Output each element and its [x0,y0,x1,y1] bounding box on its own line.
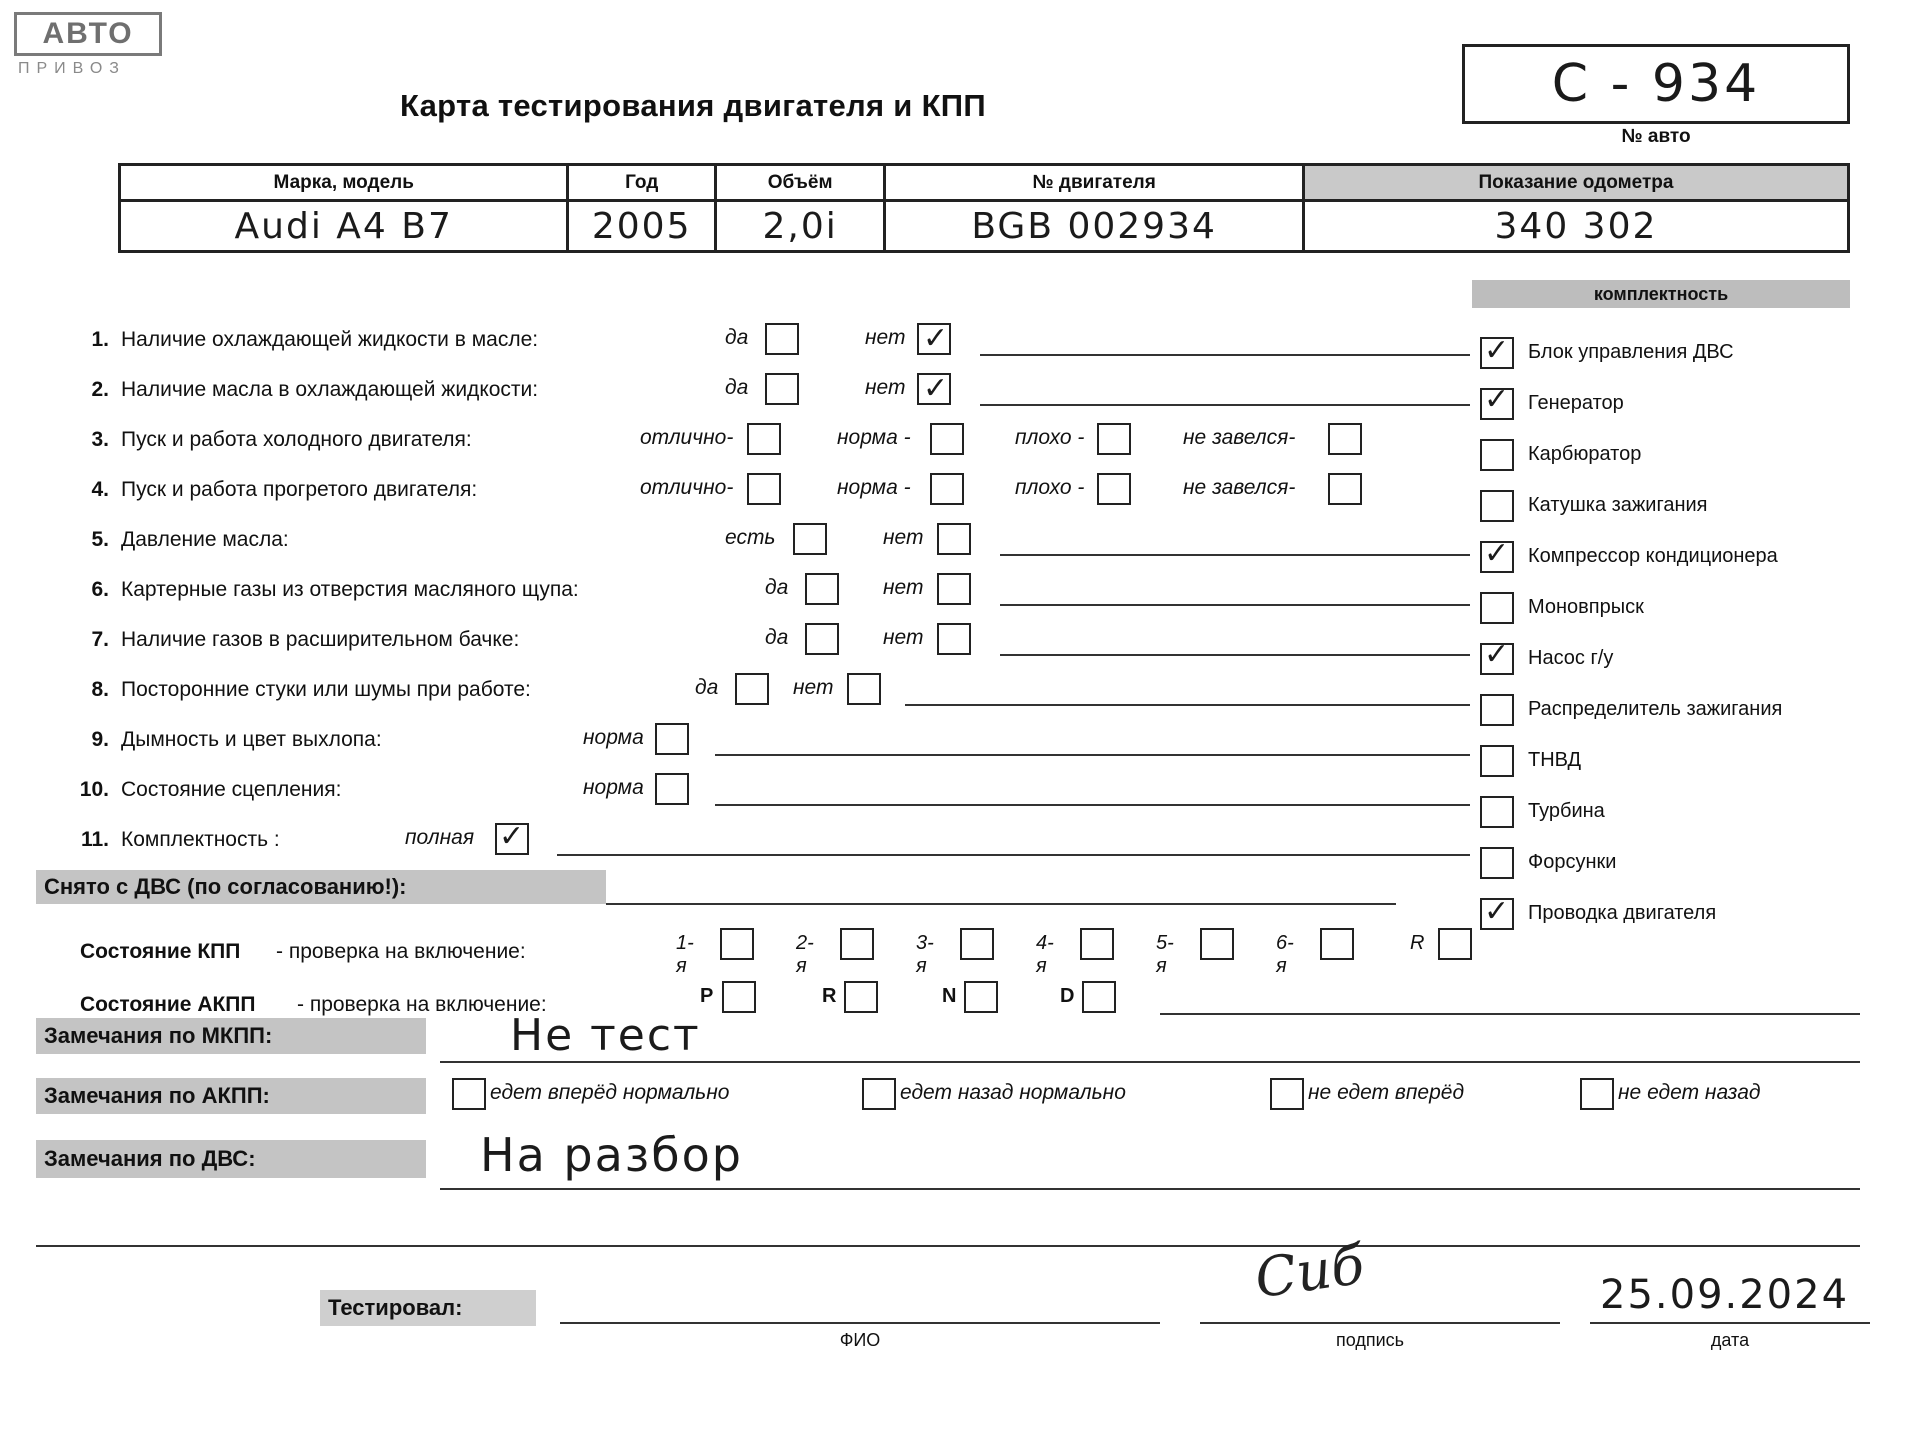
notes-akpp-label: Замечания по АКПП: [36,1078,426,1114]
row-label: Наличие газов в расширительном бачке: [121,628,520,651]
option-label-yes: да [725,376,749,399]
komplektnost-item-distributor[interactable] [1480,689,1860,739]
row-note-line [980,354,1470,356]
header-volume-value: 2,0i [762,205,838,247]
checklist-row-7 [75,618,1470,668]
position-label: D [1060,985,1075,1007]
car-number-value: C - 934 [1551,54,1761,114]
header-col-odometer [1305,166,1847,250]
row-number: 1. [91,328,109,351]
option-label-yes: да [765,626,789,649]
check-mark-icon: ✓ [499,819,525,854]
header-model-value: Audi A4 B7 [234,205,453,247]
checkbox-no[interactable] [937,623,971,655]
mkpp-label: Состояние КПП [80,940,241,963]
row-number: 11. [80,828,109,851]
option-label-yes: да [695,676,719,699]
row-label: Дымность и цвет выхлопа: [121,728,382,751]
komplektnost-item-ecu[interactable] [1480,332,1860,382]
option-label-no: нет [793,676,834,699]
position-checkbox[interactable] [964,981,998,1013]
header-engine-no-value: BGB 002934 [971,205,1217,247]
notes-dvs-value: На разбор [480,1128,743,1182]
komplektnost-label: Генератор [1528,392,1624,414]
option-label-bad: плохо - [1015,426,1085,449]
komplektnost-checkbox[interactable] [1480,745,1514,777]
row-label: Наличие охлаждающей жидкости в масле: [121,328,539,351]
komplektnost-checkbox[interactable] [1480,592,1514,624]
header-col-year [569,166,717,250]
row-note-line [980,404,1470,406]
watermark-main: АВТО [14,12,162,56]
position-label: R [822,985,837,1007]
gear-label: R [1410,932,1425,954]
komplektnost-checkbox[interactable] [1480,439,1514,471]
gear-label: 5-я [1156,932,1174,977]
checkbox-present[interactable] [793,523,827,555]
gear-label: 4-я [1036,932,1054,977]
row-number: 6. [91,578,109,601]
watermark-logo [14,12,169,90]
option-label-normal: норма [583,726,644,749]
komplektnost-label: Турбина [1528,800,1605,822]
gear-checkbox[interactable] [720,928,754,960]
position-checkbox[interactable] [722,981,756,1013]
komplektnost-label: Блок управления ДВС [1528,341,1734,363]
option-label-no: нет [883,626,924,649]
checkbox-bad[interactable] [1097,423,1131,455]
akpp-option-checkbox[interactable] [1270,1078,1304,1110]
header-engine-no-title: № двигателя [886,166,1302,202]
checkbox-normal[interactable] [655,723,689,755]
checkbox-excellent[interactable] [747,423,781,455]
notes-mkpp-line [440,1061,1860,1063]
komplektnost-item-turbine[interactable] [1480,791,1860,841]
header-odometer-title: Показание одометра [1305,166,1847,202]
komplektnost-label: Моновпрыск [1528,596,1644,618]
option-label-excellent: отлично- [640,426,734,449]
fio-label: ФИО [839,1330,881,1350]
checkbox-nostart[interactable] [1328,473,1362,505]
komplektnost-label: Компрессор кондиционера [1528,545,1778,567]
komplektnost-checkbox[interactable] [1480,796,1514,828]
check-mark-icon: ✓ [1484,894,1510,929]
row-note-line [1000,654,1470,656]
tested-by-label: Тестировал: [320,1290,536,1326]
gear-checkbox[interactable] [1080,928,1114,960]
gear-label: 1-я [676,932,694,977]
komplektnost-item-power-steering-pump[interactable] [1480,638,1860,688]
option-label-absent: нет [883,526,924,549]
check-mark-icon: ✓ [1484,536,1510,571]
row-note-line [715,754,1470,756]
checkbox-yes[interactable] [735,673,769,705]
checkbox-no[interactable] [847,673,881,705]
komplektnost-item-generator[interactable] [1480,383,1860,433]
row-label: Наличие масла в охлаждающей жидкости: [121,378,539,401]
akpp-option-label: едет вперёд нормально [490,1081,730,1104]
position-checkbox[interactable] [844,981,878,1013]
row-label: Пуск и работа прогретого двигателя: [121,478,478,501]
position-label: N [942,985,957,1007]
row-label: Картерные газы из отверстия масляного щупа: [121,578,579,601]
notes-dvs-line [440,1188,1860,1190]
checklist-row-8 [75,668,1470,718]
checkbox-bad[interactable] [1097,473,1131,505]
row-note-line [715,804,1470,806]
checklist-row-6 [75,568,1470,618]
fio-line [560,1322,1160,1324]
checkbox-yes[interactable] [805,573,839,605]
gear-checkbox[interactable] [840,928,874,960]
komplektnost-checkbox[interactable] [1480,847,1514,879]
checklist-row-9 [75,718,1470,768]
komplektnost-item-ac-compressor[interactable] [1480,536,1860,586]
komplektnost-label: Катушка зажигания [1528,494,1708,516]
header-col-engine-no [886,166,1305,250]
gear-checkbox[interactable] [1438,928,1472,960]
akpp-note-line [1160,1013,1860,1015]
akpp-option-label: не едет вперёд [1308,1081,1465,1104]
komplektnost-checkbox[interactable] [1480,490,1514,522]
header-col-model [121,166,569,250]
row-number: 9. [91,728,109,751]
row-label: Комплектность : [121,828,280,851]
komplektnost-label: Распределитель зажигания [1528,698,1783,720]
option-label-yes: да [725,326,749,349]
option-label-no: нет [865,376,906,399]
signature-value: Сиб [1251,1232,1368,1311]
position-label: P [700,985,714,1007]
checklist-row-10 [75,768,1470,818]
mkpp-suffix: - проверка на включение: [276,940,526,963]
checklist-row-5 [75,518,1470,568]
akpp-option-checkbox[interactable] [1580,1078,1614,1110]
checkbox-nostart[interactable] [1328,423,1362,455]
gear-checkbox[interactable] [1200,928,1234,960]
komplektnost-label: Карбюратор [1528,443,1642,465]
row-label: Давление масла: [121,528,289,551]
option-label-normal: норма - [837,476,911,499]
row-number: 4. [91,478,109,501]
option-label-excellent: отлично- [640,476,734,499]
checkbox-normal[interactable] [930,423,964,455]
checkbox-yes[interactable] [765,373,799,405]
komplektnost-item-engine-wiring[interactable] [1480,893,1860,943]
check-mark-icon: ✓ [1484,382,1510,417]
check-mark-icon: ✓ [1484,637,1510,672]
checklist-row-11 [75,818,1470,868]
komplektnost-checkbox[interactable] [1480,694,1514,726]
akpp-option-label: не едет назад [1618,1081,1761,1104]
watermark-sub: ПРИВОЗ [18,60,126,77]
removed-from-engine-line [606,903,1396,905]
car-number-box [1462,44,1850,124]
row-number: 7. [91,628,109,651]
checkbox-absent[interactable] [937,523,971,555]
row-note-line [557,854,1470,856]
checklist-row-3 [75,418,1470,468]
akpp-option-label: едет назад нормально [900,1081,1126,1104]
option-label-present: есть [725,526,776,549]
notes-dvs-label: Замечания по ДВС: [36,1140,426,1178]
row-number: 5. [91,528,109,551]
vehicle-header-table [118,163,1850,253]
signature-label: подпись [1335,1330,1405,1350]
row-label: Состояние сцепления: [121,778,342,801]
row-note-line [1000,604,1470,606]
car-number-label: № авто [1621,126,1691,147]
gear-label: 6-я [1276,932,1294,977]
komplektnost-item-ignition-coil[interactable] [1480,485,1860,535]
checkbox-normal[interactable] [930,473,964,505]
footer-divider [36,1245,1860,1247]
gear-checkbox[interactable] [1320,928,1354,960]
komplektnost-item-monoinjection[interactable] [1480,587,1860,637]
gear-label: 3-я [916,932,934,977]
komplektnost-label: Форсунки [1528,851,1617,873]
komplektnost-item-carburetor[interactable] [1480,434,1860,484]
checkbox-excellent[interactable] [747,473,781,505]
option-label-yes: да [765,576,789,599]
check-mark-icon: ✓ [923,321,949,356]
header-volume-title: Объём [717,166,883,202]
option-label-normal: норма [583,776,644,799]
option-label-full: полная [405,826,475,849]
notes-mkpp-value: Не тест [510,1010,701,1061]
date-label: дата [1710,1330,1750,1350]
checklist [75,318,1470,868]
option-label-nostart: не завелся- [1183,426,1296,449]
option-label-nostart: не завелся- [1183,476,1296,499]
row-number: 3. [91,428,109,451]
row-number: 8. [91,678,109,701]
option-label-bad: плохо - [1015,476,1085,499]
signature-line [1200,1322,1560,1324]
komplektnost-item-injectors[interactable] [1480,842,1860,892]
komplektnost-label: Насос г/у [1528,647,1614,669]
gear-label: 2-я [796,932,814,977]
checklist-row-2 [75,368,1470,418]
notes-mkpp-label: Замечания по МКПП: [36,1018,426,1054]
date-line [1590,1322,1870,1324]
checklist-row-1 [75,318,1470,368]
option-label-no: нет [865,326,906,349]
header-col-volume [717,166,886,250]
checkbox-yes[interactable] [765,323,799,355]
row-label: Пуск и работа холодного двигателя: [121,428,472,451]
checklist-row-4 [75,468,1470,518]
gear-checkbox[interactable] [960,928,994,960]
komplektnost-header: комплектность [1472,280,1850,308]
check-mark-icon: ✓ [1484,333,1510,368]
checkbox-no[interactable] [937,573,971,605]
page-title: Карта тестирования двигателя и КПП [400,88,986,123]
row-number: 10. [79,778,109,801]
header-model-title: Марка, модель [121,166,566,202]
row-note-line [1000,554,1470,556]
check-mark-icon: ✓ [923,371,949,406]
komplektnost-label: Проводка двигателя [1528,902,1717,924]
position-checkbox[interactable] [1082,981,1116,1013]
akpp-suffix: - проверка на включение: [297,993,547,1016]
option-label-normal: норма - [837,426,911,449]
option-label-no: нет [883,576,924,599]
removed-from-engine-label: Снято с ДВС (по согласованию!): [36,870,606,904]
header-year-value: 2005 [591,205,692,247]
header-year-title: Год [569,166,714,202]
akpp-label: Состояние АКПП [80,993,256,1016]
checkbox-yes[interactable] [805,623,839,655]
row-note-line [905,704,1470,706]
checkbox-normal[interactable] [655,773,689,805]
header-odometer-value: 340 302 [1494,205,1658,247]
row-number: 2. [91,378,109,401]
date-value: 25.09.2024 [1600,1272,1850,1318]
row-label: Посторонние стуки или шумы при работе: [121,678,531,701]
akpp-option-checkbox[interactable] [862,1078,896,1110]
akpp-option-checkbox[interactable] [452,1078,486,1110]
komplektnost-label: ТНВД [1528,749,1582,771]
komplektnost-item-injection-pump[interactable] [1480,740,1860,790]
